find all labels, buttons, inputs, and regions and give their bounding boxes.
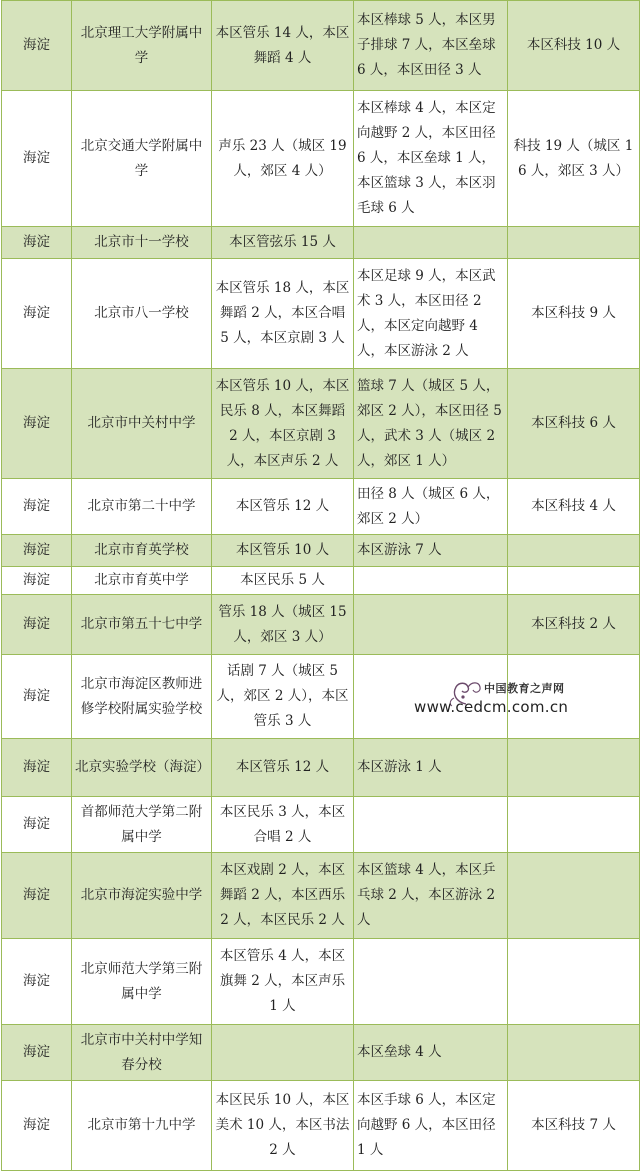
arts-cell: 本区民乐 10 人，本区美术 10 人，本区书法 2 人 [212, 1081, 354, 1171]
arts-cell: 本区管乐 12 人 [212, 479, 354, 535]
tech-cell: 本区科技 2 人 [508, 595, 640, 655]
tech-cell [508, 227, 640, 259]
tech-cell [508, 939, 640, 1025]
tech-cell [508, 567, 640, 595]
sports-cell: 篮球 7 人（城区 5 人，郊区 2 人），本区田径 5 人，武术 3 人（城区 2 人，郊区 1 人） [354, 369, 508, 479]
tech-cell: 本区科技 6 人 [508, 369, 640, 479]
school-cell: 北京市育英学校 [72, 535, 212, 567]
school-cell: 北京市中关村中学知春分校 [72, 1025, 212, 1081]
sports-cell [354, 595, 508, 655]
watermark-title: 中国教育之声网 [484, 682, 565, 695]
arts-cell: 声乐 23 人（城区 19 人，郊区 4 人） [212, 91, 354, 227]
sports-cell: 本区垒球 4 人 [354, 1025, 508, 1081]
arts-cell: 本区管乐 10 人，本区民乐 8 人，本区舞蹈 2 人，本区京剧 3 人，本区声乐 2 人 [212, 369, 354, 479]
admission-table [1, 0, 640, 1171]
school-cell: 北京市八一学校 [72, 259, 212, 369]
school-cell: 北京市第五十七中学 [72, 595, 212, 655]
table-row [2, 939, 640, 1025]
sports-cell: 本区游泳 7 人 [354, 535, 508, 567]
school-cell: 北京市十一学校 [72, 227, 212, 259]
table-row [2, 1, 640, 91]
district-cell: 海淀 [2, 91, 72, 227]
tech-cell: 本区科技 9 人 [508, 259, 640, 369]
table-row [2, 1081, 640, 1171]
table-row [2, 567, 640, 595]
sports-cell: 本区篮球 4 人，本区乒乓球 2 人，本区游泳 2 人 [354, 853, 508, 939]
district-cell: 海淀 [2, 567, 72, 595]
school-cell: 北京市海淀实验中学 [72, 853, 212, 939]
watermark [414, 678, 592, 724]
school-cell: 北京交通大学附属中学 [72, 91, 212, 227]
sports-cell: 本区棒球 5 人，本区男子排球 7 人，本区垒球 6 人，本区田径 3 人 [354, 1, 508, 91]
watermark-url: www.cedcm.com.cn [414, 698, 569, 716]
district-cell: 海淀 [2, 655, 72, 739]
sports-cell [354, 227, 508, 259]
school-cell: 北京市育英中学 [72, 567, 212, 595]
arts-cell: 本区戏剧 2 人，本区舞蹈 2 人，本区西乐 2 人，本区民乐 2 人 [212, 853, 354, 939]
school-cell: 北京师范大学第三附属中学 [72, 939, 212, 1025]
sports-cell: 田径 8 人（城区 6 人，郊区 2 人） [354, 479, 508, 535]
district-cell: 海淀 [2, 739, 72, 797]
sports-cell [354, 797, 508, 853]
arts-cell: 本区管弦乐 15 人 [212, 227, 354, 259]
tech-cell: 本区科技 4 人 [508, 479, 640, 535]
district-cell: 海淀 [2, 369, 72, 479]
sports-cell: 本区棒球 4 人，本区定向越野 2 人，本区田径 6 人，本区垒球 1 人，本区篮球 3 人，本区羽毛球 6 人 [354, 91, 508, 227]
table-row [2, 739, 640, 797]
district-cell: 海淀 [2, 595, 72, 655]
school-cell: 北京市第二十中学 [72, 479, 212, 535]
arts-cell: 本区民乐 5 人 [212, 567, 354, 595]
sports-cell [354, 567, 508, 595]
district-cell: 海淀 [2, 1025, 72, 1081]
arts-cell [212, 1025, 354, 1081]
table-row [2, 1025, 640, 1081]
table-row [2, 797, 640, 853]
arts-cell: 本区管乐 18 人，本区舞蹈 2 人，本区合唱 5 人，本区京剧 3 人 [212, 259, 354, 369]
district-cell: 海淀 [2, 1, 72, 91]
arts-cell: 话剧 7 人（城区 5 人，郊区 2 人），本区管乐 3 人 [212, 655, 354, 739]
district-cell: 海淀 [2, 479, 72, 535]
district-cell: 海淀 [2, 1081, 72, 1171]
school-cell: 北京市海淀区教师进修学校附属实验学校 [72, 655, 212, 739]
table-row [2, 369, 640, 479]
sports-cell: 本区足球 9 人，本区武术 3 人，本区田径 2 人，本区定向越野 4 人，本区游泳 2 人 [354, 259, 508, 369]
school-cell: 北京实验学校（海淀） [72, 739, 212, 797]
school-cell: 首都师范大学第二附属中学 [72, 797, 212, 853]
arts-cell: 本区管乐 4 人，本区旗舞 2 人，本区声乐 1 人 [212, 939, 354, 1025]
sports-cell: 本区游泳 1 人 [354, 739, 508, 797]
table-row [2, 479, 640, 535]
school-cell: 北京理工大学附属中学 [72, 1, 212, 91]
sports-cell: 本区手球 6 人，本区定向越野 6 人，本区田径 1 人 [354, 1081, 508, 1171]
table-body [2, 1, 640, 1171]
school-cell: 北京市中关村中学 [72, 369, 212, 479]
arts-cell: 本区管乐 10 人 [212, 535, 354, 567]
district-cell: 海淀 [2, 939, 72, 1025]
arts-cell: 管乐 18 人（城区 15 人，郊区 3 人） [212, 595, 354, 655]
arts-cell: 本区管乐 14 人，本区舞蹈 4 人 [212, 1, 354, 91]
district-cell: 海淀 [2, 259, 72, 369]
tech-cell: 本区科技 7 人 [508, 1081, 640, 1171]
table-row [2, 535, 640, 567]
arts-cell: 本区管乐 12 人 [212, 739, 354, 797]
tech-cell [508, 1025, 640, 1081]
district-cell: 海淀 [2, 797, 72, 853]
table-row [2, 259, 640, 369]
tech-cell [508, 853, 640, 939]
tech-cell [508, 535, 640, 567]
district-cell: 海淀 [2, 535, 72, 567]
tech-cell: 本区科技 10 人 [508, 1, 640, 91]
table-row [2, 227, 640, 259]
district-cell: 海淀 [2, 227, 72, 259]
sports-cell [354, 939, 508, 1025]
school-cell: 北京市第十九中学 [72, 1081, 212, 1171]
tech-cell [508, 797, 640, 853]
table-row [2, 853, 640, 939]
table-row [2, 595, 640, 655]
arts-cell: 本区民乐 3 人，本区合唱 2 人 [212, 797, 354, 853]
table-row [2, 91, 640, 227]
tech-cell [508, 739, 640, 797]
district-cell: 海淀 [2, 853, 72, 939]
tech-cell: 科技 19 人（城区 16 人，郊区 3 人） [508, 91, 640, 227]
